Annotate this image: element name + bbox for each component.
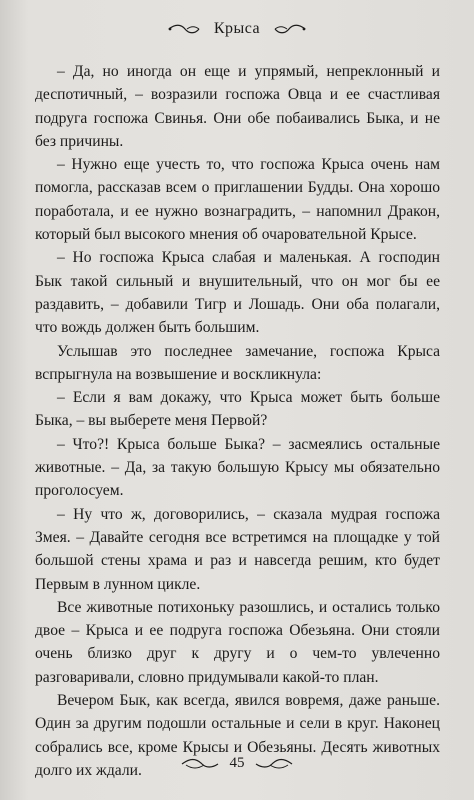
paragraph: – Ну что ж, договорились, – сказала мудрая госпожа Змея. – Давайте сегодня все встретимся на площадке у той большой стены храма и раз и навсегда решим, кто будет Первым в лунном цикле. [35, 505, 440, 593]
paragraph: – Но госпожа Крыса слабая и маленькая. А господин Бык такой сильный и внушительный, что он мог бы ее раздавить, – добавили Тигр и Лошадь. Они оба полагали, что вождь должен быть большим. [35, 249, 440, 337]
page-footer [0, 755, 474, 772]
right-footer-flourish-icon [254, 758, 294, 770]
paragraph: – Если я вам докажу, что Крыса может быть больше Быка, – вы выберете меня Первой? [35, 389, 440, 430]
left-footer-flourish-icon [180, 758, 220, 770]
paragraph: Вечером Бык, как всегда, явился вовремя, даже раньше. Один за другим подошли остальные и сели в круг. Наконец собрались все, кроме Крысы и Обезьяны. Десять животных долго их ждали. [35, 692, 440, 779]
running-head [0, 20, 474, 38]
left-flourish-icon [167, 23, 201, 35]
right-flourish-icon [273, 23, 307, 35]
paragraph: – Нужно еще учесть то, что госпожа Крыса очень нам помогла, рассказав всем о приглашении Будды. Она хорошо поработала, и ее нужно вознаградить, – напомнил Дракон, который был высокого мнения об очаровательной Крысе. [35, 156, 440, 244]
paragraph: – Да, но иногда он еще и упрямый, непреклонный и деспотичный, – возразили госпожа Овца и ее счастливая подруга госпожа Свинья. Они обе побаивались Быка, и не без причины. [35, 63, 440, 150]
paragraph: – Что?! Крыса больше Быка? – засмеялись остальные животные. – Да, за такую большую Крысу мы обязательно проголосуем. [35, 435, 440, 500]
paragraph: Все животные потихоньку разошлись, и остались только двое – Крыса и ее подруга госпожа Обезьяна. Они стояли очень близко друг к другу и о чем-то увлеченно разговаривали, словно придумывали какой-то план. [35, 598, 440, 686]
page-number: 45 [229, 755, 245, 772]
body-text [35, 60, 440, 782]
paragraph: Услышав это последнее замечание, госпожа Крыса вспрыгнула на возвышение и воскликнула: [35, 342, 440, 383]
running-head-title: Крыса [213, 20, 261, 38]
